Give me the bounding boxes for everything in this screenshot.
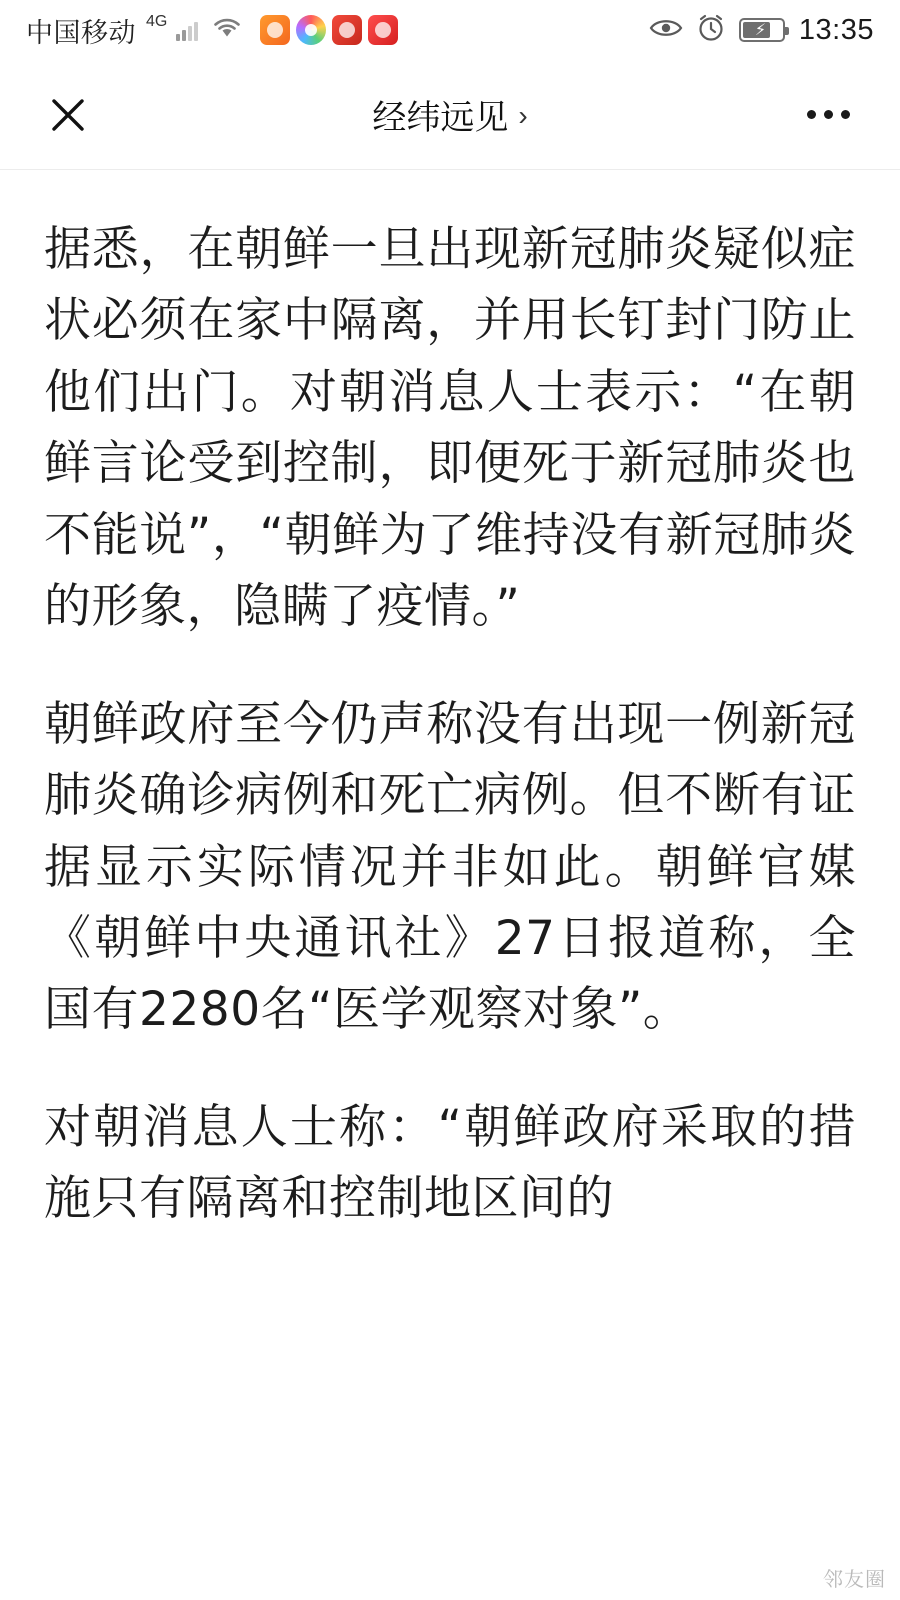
- page-title: [0, 90, 900, 139]
- signal-bars-icon: [176, 19, 198, 41]
- watermark-label: 邻友圈: [823, 1569, 886, 1591]
- more-options-button[interactable]: [798, 95, 858, 135]
- app-badge-icon-2: [296, 15, 326, 45]
- app-badge-icons: [260, 15, 398, 45]
- page-title-text: 经纬远见: [372, 99, 509, 137]
- app-badge-icon-1: [260, 15, 290, 45]
- article-paragraph: 对朝消息人士称：“朝鲜政府采取的措施只有隔离和控制地区间的: [44, 1099, 856, 1227]
- clock-label: 13:35: [798, 13, 874, 46]
- app-badge-icon-3: [332, 15, 362, 45]
- close-button[interactable]: [42, 89, 94, 141]
- carrier-label: 中国移动: [26, 17, 136, 48]
- status-bar: [0, 0, 900, 60]
- battery-charging-icon: ⚡: [739, 18, 785, 42]
- article-paragraph: 据悉，在朝鲜一旦出现新冠肺炎疑似症状必须在家中隔离，并用长钉封门防止他们出门。对朝消息人士表示：“在朝鲜言论受到控制，即便死于新冠肺炎也不能说”，“朝鲜为了维持没有新冠肺炎的形象，隐瞒了疫情。”: [44, 222, 856, 635]
- article-paragraph: 朝鲜政府至今仍声称没有出现一例新冠肺炎确诊病例和死亡病例。但不断有证据显示实际情况并非如此。朝鲜官媒《朝鲜中央通讯社》27日报道称，全国有2280名“医学观察对象”。: [44, 696, 856, 1038]
- navigation-bar: [0, 60, 900, 170]
- wifi-icon: [212, 16, 242, 45]
- eye-icon: [649, 17, 683, 44]
- app-badge-icon-4: [368, 15, 398, 45]
- status-bar-left: [26, 11, 398, 50]
- article-content: [0, 170, 900, 1600]
- chevron-right-icon: ›: [518, 99, 528, 131]
- status-bar-right: [649, 14, 874, 47]
- alarm-icon: [697, 14, 725, 47]
- network-type-label: 4G: [146, 13, 168, 30]
